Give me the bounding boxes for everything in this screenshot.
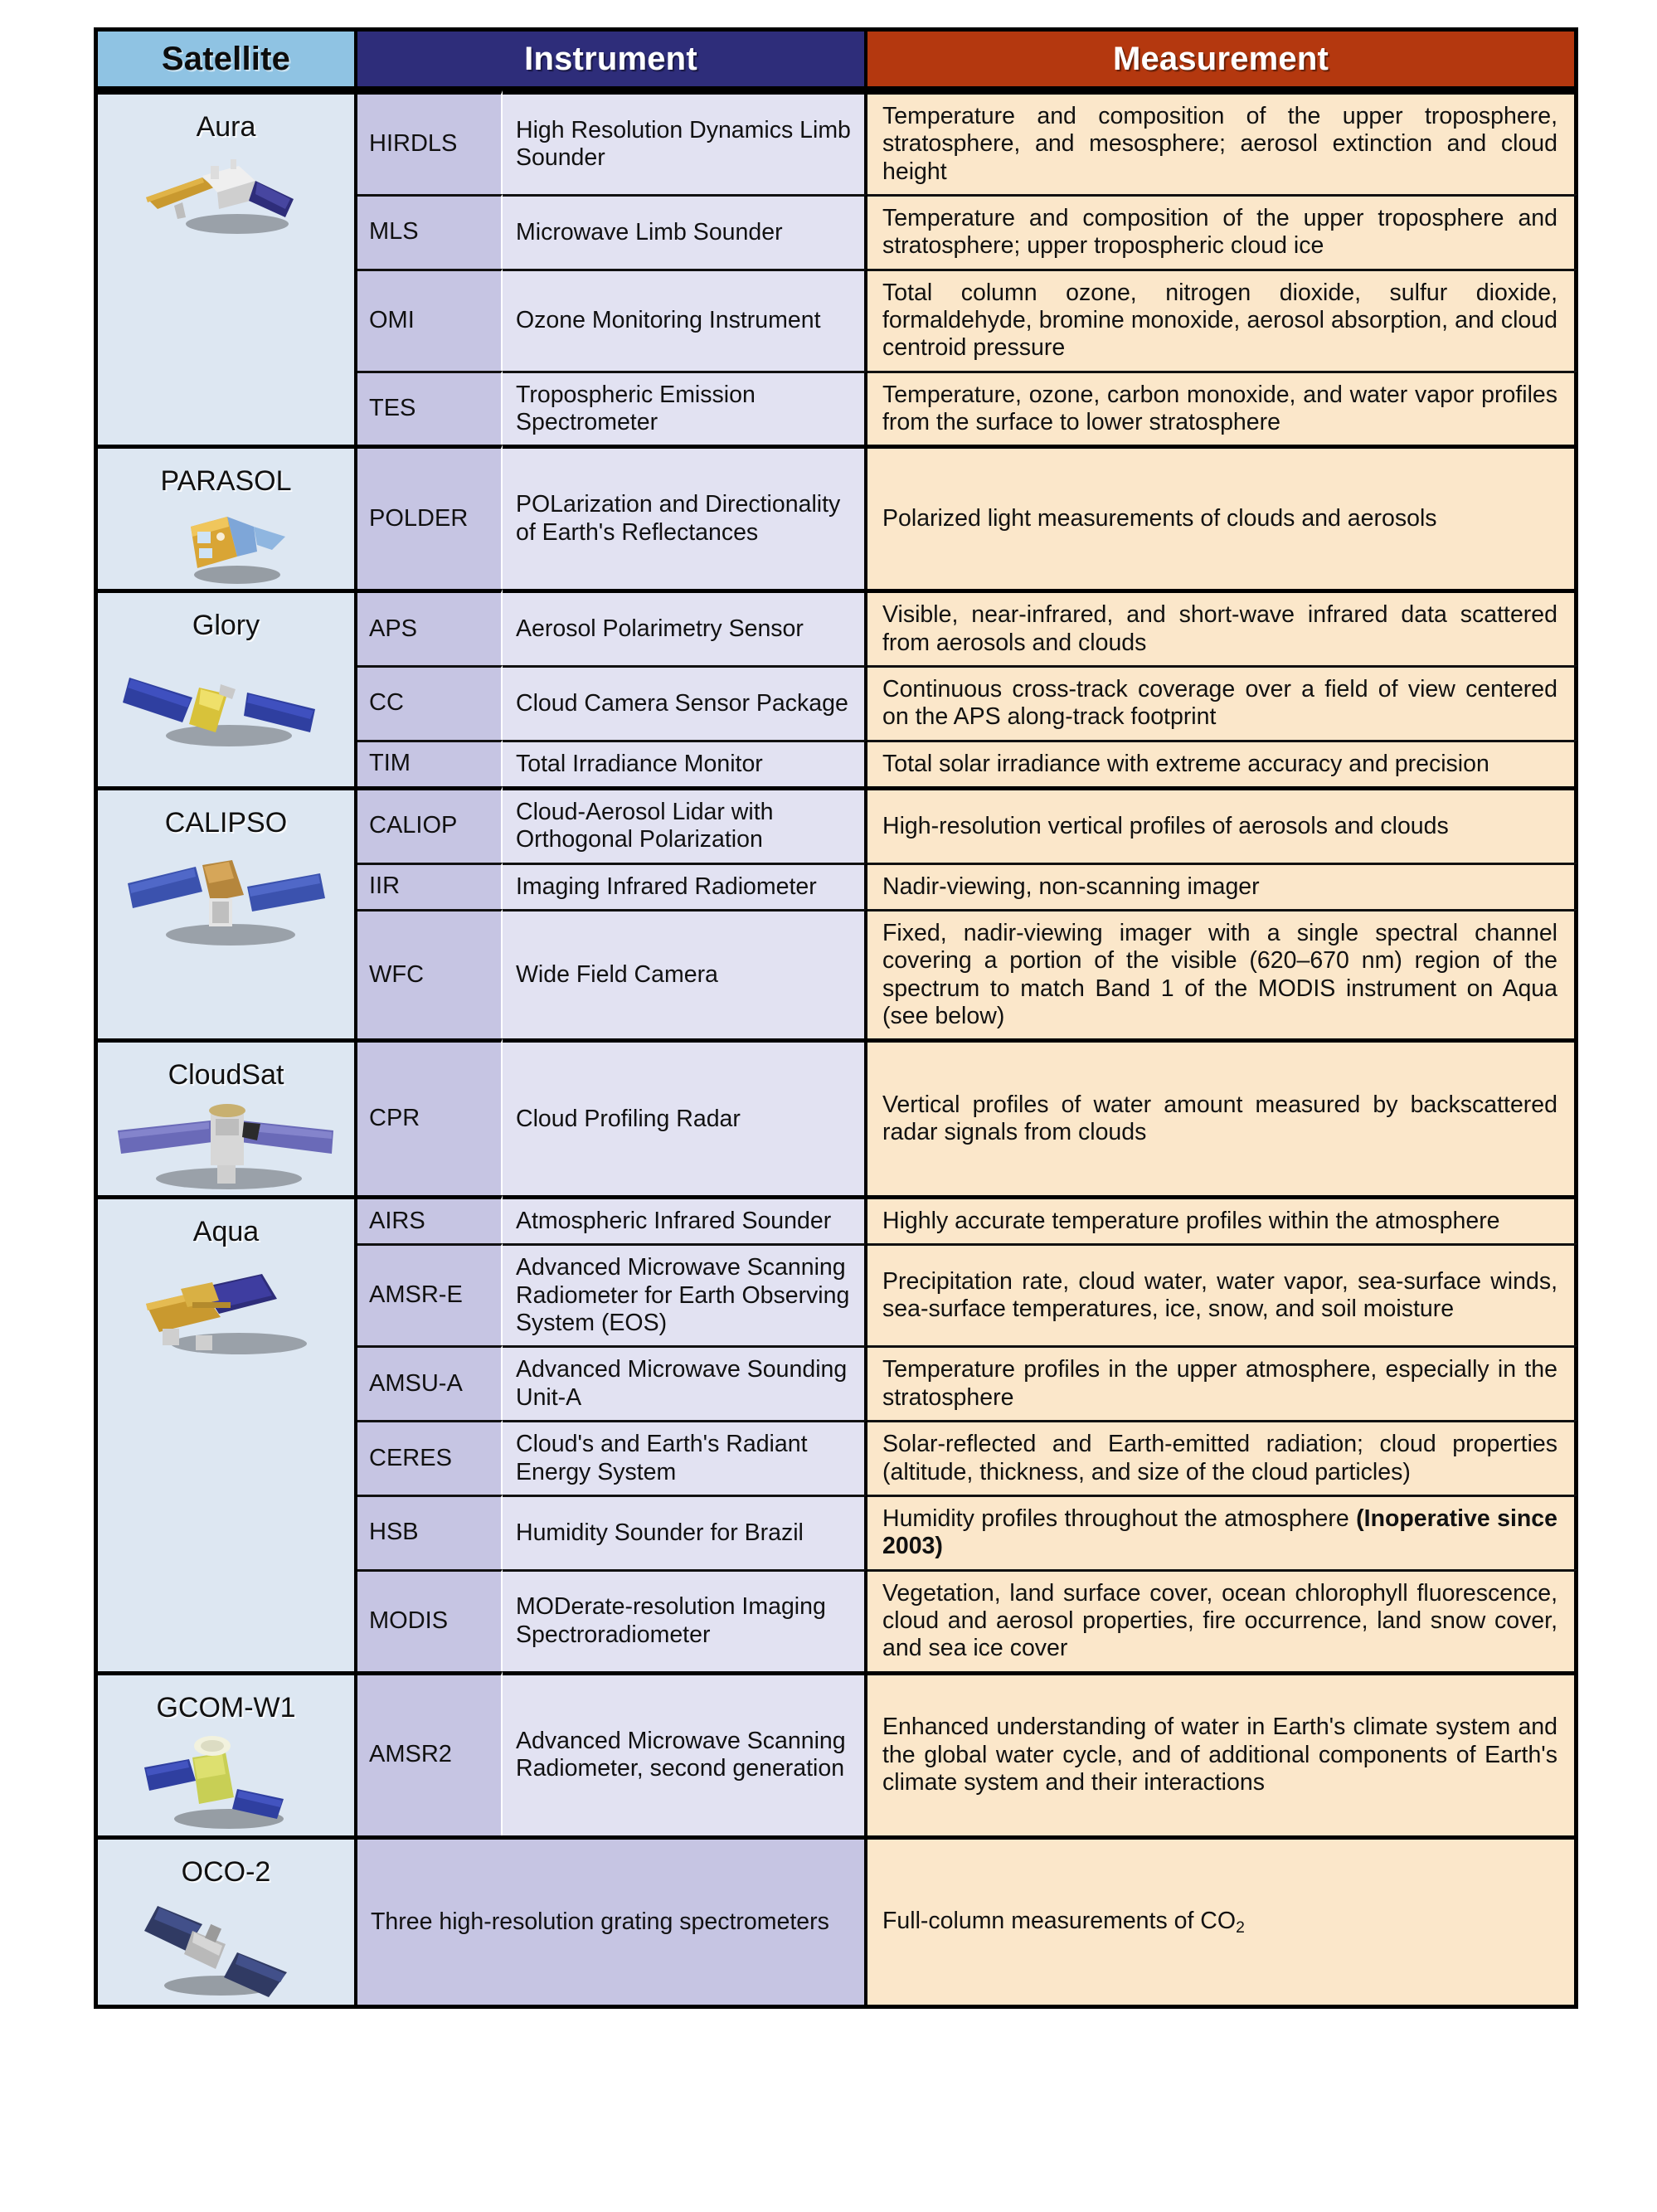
instrument-abbreviation-cell: HSB [357, 1495, 503, 1569]
instrument-abbreviation-cell: AMSU-A [357, 1345, 503, 1420]
measurement-cell: Full-column measurements of $CO_2$ [867, 1835, 1578, 2009]
satellite-name: CALIPSO [164, 806, 288, 839]
table-row [94, 786, 1578, 863]
measurement-cell: Solar-reflected and Earth-emitted radiation; cloud properties (altitude, thickness, and size of the cloud particles) [867, 1420, 1578, 1495]
instrument-abbreviation-cell: MODIS [357, 1569, 503, 1671]
table-row [94, 1835, 1578, 2009]
instrument-name-cell: Imaging Infrared Radiometer [503, 863, 867, 909]
instrument-name-cell: Advanced Microwave Scanning Radiometer, second generation [503, 1671, 867, 1836]
measurement-cell: Continuous cross-track coverage over a field of view centered on the APS along-track footprint [867, 665, 1578, 740]
measurement-cell: High-resolution vertical profiles of aerosols and clouds [867, 786, 1578, 863]
measurement-cell: Humidity profiles throughout the atmosphere (Inoperative since 2003) [867, 1495, 1578, 1569]
satellite-cell [94, 1671, 357, 1836]
instrument-abbreviation-cell: POLDER [357, 445, 503, 589]
satellite-aura-icon [131, 148, 322, 239]
satellite-parasol-icon [148, 502, 305, 589]
measurement-cell: Fixed, nadir-viewing imager with a single spectral channel covering a portion of the visible (620–670 nm) region of the spectrum to match Band 1 of the MODIS instrument on Aqua (see below) [867, 909, 1578, 1038]
subscript: 2 [1236, 1918, 1245, 1937]
measurement-cell: Temperature, ozone, carbon monoxide, and water vapor profiles from the surface to lower stratosphere [867, 371, 1578, 445]
measurement-cell: Temperature profiles in the upper atmosphere, especially in the stratosphere [867, 1345, 1578, 1420]
instrument-abbreviation-cell: CC [357, 665, 503, 740]
measurement-cell: Total solar irradiance with extreme accuracy and precision [867, 740, 1578, 786]
instrument-name-cell: Tropospheric Emission Spectrometer [503, 371, 867, 445]
satellite-cell [94, 445, 357, 589]
instrument-name-cell: MODerate-resolution Imaging Spectroradiometer [503, 1569, 867, 1671]
measurement-cell: Vegetation, land surface cover, ocean chlorophyll fluorescence, cloud and aerosol properties, fire occurrence, land snow cover, and sea ice cover [867, 1569, 1578, 1671]
instrument-abbreviation-cell: HIRDLS [357, 90, 503, 194]
instrument-name-cell: Ozone Monitoring Instrument [503, 269, 867, 371]
table-body [94, 90, 1578, 2009]
satellite-name: PARASOL [160, 465, 292, 498]
instrument-abbreviation-cell: AMSR2 [357, 1671, 503, 1836]
instrument-name-cell: Cloud Camera Sensor Package [503, 665, 867, 740]
column-header-satellite: Satellite [94, 27, 357, 90]
instrument-abbreviation-cell: WFC [357, 909, 503, 1038]
instrument-name-cell: POLarization and Directionality of Earth's Reflectances [503, 445, 867, 589]
instrument-name-cell: Advanced Microwave Sounding Unit-A [503, 1345, 867, 1420]
measurement-cell: Total column ozone, nitrogen dioxide, sulfur dioxide, formaldehyde, bromine monoxide, aerosol absorption, and cloud centroid pressure [867, 269, 1578, 371]
instrument-abbreviation-cell: AIRS [357, 1195, 503, 1243]
satellite-name: CloudSat [168, 1059, 284, 1091]
instrument-name-cell: Cloud-Aerosol Lidar with Orthogonal Polarization [503, 786, 867, 863]
instrument-name-cell: Cloud's and Earth's Radiant Energy System [503, 1420, 867, 1495]
satellite-cell [94, 1835, 357, 2009]
instrument-abbreviation-cell: CALIOP [357, 786, 503, 863]
instrument-name-cell: Humidity Sounder for Brazil [503, 1495, 867, 1569]
status-note: (Inoperative since 2003) [882, 1505, 1557, 1560]
table-row [94, 589, 1578, 665]
table-wrapper [94, 27, 1578, 2009]
column-header-instrument: Instrument [357, 27, 867, 90]
measurement-cell: Temperature and composition of the upper troposphere and stratosphere; upper tropospheric cloud ice [867, 194, 1578, 269]
satellite-instrument-table [94, 27, 1578, 2009]
satellite-name: Aqua [192, 1216, 260, 1248]
satellite-cell [94, 1195, 357, 1670]
instrument-name-cell: Atmospheric Infrared Sounder [503, 1195, 867, 1243]
instrument-name-cell: Cloud Profiling Radar [503, 1038, 867, 1195]
measurement-cell: Polarized light measurements of clouds and aerosols [867, 445, 1578, 589]
satellite-name: Aura [196, 111, 256, 143]
instrument-name-cell: Microwave Limb Sounder [503, 194, 867, 269]
measurement-cell: Enhanced understanding of water in Earth's climate system and the global water cycle, and of additional components of Earth's climate system and their interactions [867, 1671, 1578, 1836]
satellite-cell [94, 786, 357, 1038]
instrument-abbreviation-cell: MLS [357, 194, 503, 269]
instrument-abbreviation-cell: CPR [357, 1038, 503, 1195]
column-header-measurement: Measurement [867, 27, 1578, 90]
measurement-cell: Nadir-viewing, non-scanning imager [867, 863, 1578, 909]
instrument-name-cell: Advanced Microwave Scanning Radiometer for Earth Observing System (EOS) [503, 1243, 867, 1345]
instrument-abbreviation-cell: TIM [357, 740, 503, 786]
satellite-calipso-icon [123, 843, 330, 951]
instrument-abbreviation-cell: AMSR-E [357, 1243, 503, 1345]
measurement-cell: Vertical profiles of water amount measured by backscattered radar signals from clouds [867, 1038, 1578, 1195]
instrument-abbreviation-cell: APS [357, 589, 503, 665]
satellite-name: GCOM-W1 [156, 1691, 296, 1723]
table-header [94, 27, 1578, 90]
instrument-name-cell: Total Irradiance Monitor [503, 740, 867, 786]
instrument-name-cell: Aerosol Polarimetry Sensor [503, 589, 867, 665]
table-row [94, 445, 1578, 589]
instrument-abbreviation-cell: OMI [357, 269, 503, 371]
instrument-description-cell: Three high-resolution grating spectrometers [357, 1835, 867, 2009]
satellite-cell [94, 589, 357, 786]
header-row [94, 27, 1578, 90]
table-row [94, 1195, 1578, 1243]
satellite-oco-2-icon [123, 1893, 330, 2005]
measurement-cell: Highly accurate temperature profiles within the atmosphere [867, 1195, 1578, 1243]
measurement-cell: Precipitation rate, cloud water, water vapor, sea-surface winds, sea-surface temperatures, ice, snow, and soil moisture [867, 1243, 1578, 1345]
table-row [94, 90, 1578, 194]
satellite-gcom-w1-icon [131, 1728, 322, 1835]
table-row [94, 1038, 1578, 1195]
satellite-name: Glory [192, 610, 260, 642]
instrument-abbreviation-cell: TES [357, 371, 503, 445]
instrument-abbreviation-cell: CERES [357, 1420, 503, 1495]
satellite-glory-icon [123, 646, 330, 754]
table-row [94, 1671, 1578, 1836]
instrument-abbreviation-cell: IIR [357, 863, 503, 909]
satellite-aqua-icon [123, 1252, 330, 1360]
satellite-cell [94, 90, 357, 445]
instrument-name-cell: High Resolution Dynamics Limb Sounder [503, 90, 867, 194]
measurement-cell: Visible, near-infrared, and short-wave infrared data scattered from aerosols and clouds [867, 589, 1578, 665]
instrument-name-cell: Wide Field Camera [503, 909, 867, 1038]
satellite-cloudsat-icon [114, 1096, 338, 1195]
measurement-cell: Temperature and composition of the upper troposphere, stratosphere, and mesosphere; aerosol extinction and cloud height [867, 90, 1578, 194]
satellite-cell [94, 1038, 357, 1195]
satellite-name: OCO-2 [181, 1856, 271, 1889]
